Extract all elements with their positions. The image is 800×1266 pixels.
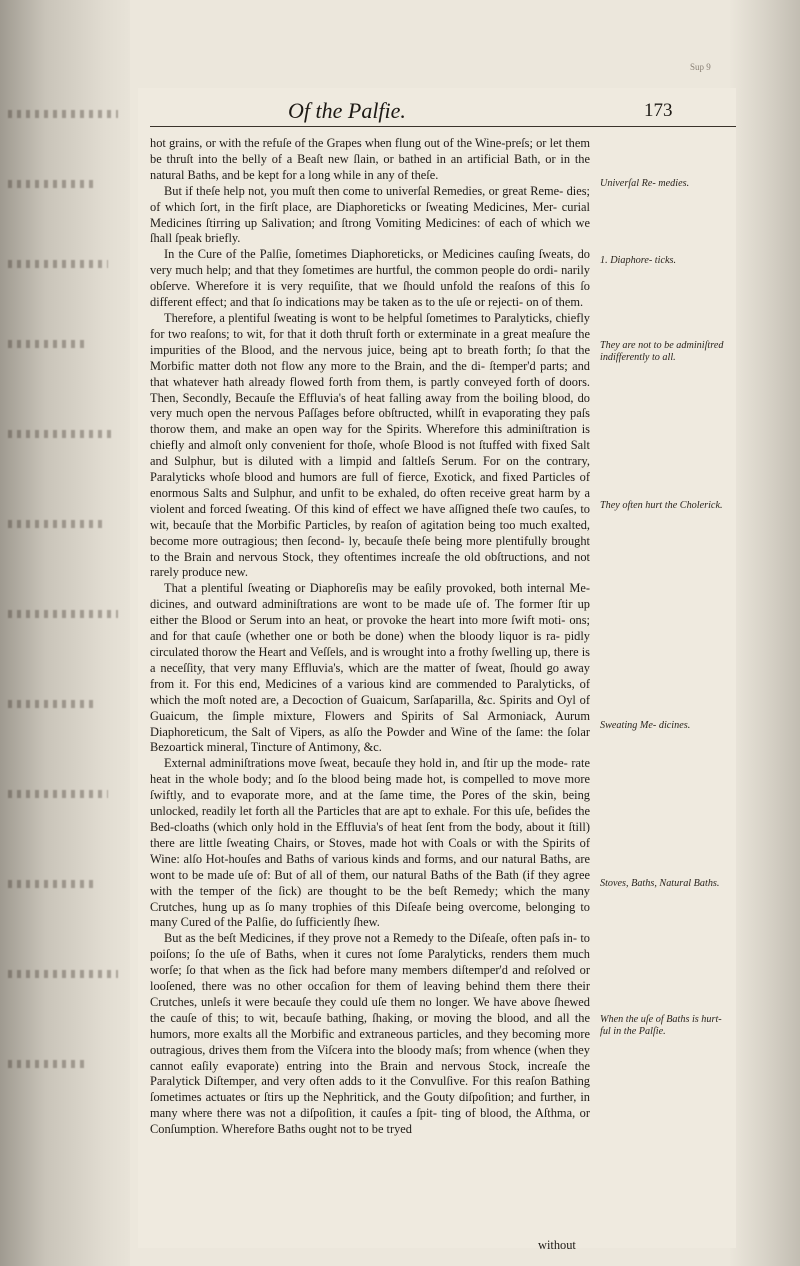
body-text — [150, 136, 590, 1138]
bleed-mark — [8, 790, 108, 798]
bleed-mark — [8, 970, 118, 978]
margin-note: They are not to be adminiſtred indifferently to all. — [600, 340, 724, 364]
margin-note: When the uſe of Baths is hurt- ful in the Palſie. — [600, 1014, 722, 1038]
catchword: without — [538, 1238, 576, 1252]
margin-note: Univerſal Re- medies. — [600, 178, 690, 189]
paragraph: hot grains, or with the refuſe of the Grapes when flung out of the Wine-preſs; or let them be thruſt into the belly of a Beaſt new ſlain, or bathed in an artificial Bath, or in the natural Baths, and be kept for a long while in any of theſe. — [150, 136, 590, 182]
paragraph: But if theſe help not, you muſt then come to univerſal Remedies, or great Reme- dies; of which ſort, in the firſt place, are Diaphoreticks or ſweating Medicines, Mer- curial Medicines ſtirring up Salivation; and ſtrong Vomiting Medicines: of each of which we ſhall ſpeak briefly. — [150, 183, 590, 246]
book-page — [138, 88, 736, 1252]
paragraph: External adminiſtrations move ſweat, becauſe they hold in, and ſtir up the mode- rate heat in the whole body; and ſo the blood being made hot, is compelled to move more ſwiftly, and to evaporate more, and at the ſame time, the Pores of the skin, being unlocked, readily let forth all the Particles that are apt to exhale. For this uſe, beſides the Bed-cloaths (which only hold in the Effluvia's of heat ſent from the body, about it ſtill) there are little ſweating Chairs, or Stoves, made hot with Coals or with the Spirits of Wine: alſo Hot-houſes and Baths of various kinds and forms, and our natural Baths, are wont to be made uſe of: But of all of them, our natural Baths of the Bath (if they agree with the temper of the ſick) are thought to be the beſt Remedy; which the many Crutches, hung up as ſo many trophies of this Diſeaſe being overcome, belonging to many Cured of the Palſie, do ſufficiently ſhew. — [150, 756, 590, 930]
bleed-mark — [8, 110, 118, 118]
page-edge — [730, 0, 800, 1266]
bleed-mark — [8, 610, 118, 618]
page-title: Of the Palfie. — [288, 98, 406, 123]
paragraph: But as the beſt Medicines, if they prove not a Remedy to the Diſeaſe, often paſs in- to poiſons; ſo the uſe of Baths, when it cures not ſome Paralyticks, renders them much worſe; ſo that when as the ſick had before many members diſtemper'd and reſolved or looſened, there was no other occaſion for them of leaving behind them there their Crutches, unleſs it were becauſe they could uſe them no longer. We have above ſhewed the cauſe of this; to wit, becauſe bathing, ſhaking, or moving the blood, and all the humors, more exalts all the Morbific and extraneous particles, and they becoming more outragious, drives them from the Viſcera into the bloody maſs; from whence (when they cannot eaſily evaporate) entring into the Brain and nervous Stock, increaſe the Paralytick Diſtemper, and very often adds to it the Convulſive. For this reaſon Bathing ſometimes actuates or ſtirs up the Nephritick, and the Gouty diſpoſition; and further, in many where there was not a diſpoſition, it cauſes a ſpit- ting of blood, the Aſthma, or Conſumption. Wherefore Baths ought not to be tryed — [150, 931, 590, 1137]
bleed-mark — [8, 880, 98, 888]
margin-note: Sweating Me- dicines. — [600, 720, 691, 731]
page-number: 173 — [644, 100, 673, 121]
paragraph: Therefore, a plentiful ſweating is wont to be helpful ſometimes to Paralyticks, chiefly for two reaſons; to wit, for that it doth thruſt forth or exterminate in a great meaſure the impurities of the Blood, and the nervous juice, being apt to breath forth; ſo that the Morbific matter doth not flow any more to the Brain, and the di- ſtemper'd parts; and that whatever hath already flowed forth from them, is partly conveyed forth of doors. Then, Secondly, Becauſe the Effluvia's of heat falling away from the boiling blood, do very much open the nervous Paſſages before obſtructed, whilſt in evaporating they paſs thorow them, and make an open way for the Spirits. Wherefore this adminiſtration is chiefly and almoſt only convenient for thoſe, whoſe Blood is not ſtuffed with fixed Salt and Sulphur, but is diluted with a limpid and ſaltleſs Serum. For on the contrary, Paralyticks whoſe blood and humors are full of fierce, Exotick, and fixed Particles of enormous Salts and Sulphur, and unfit to be exhaled, do often receive great harm by a violent and forced ſweating. Of this kind of effect we have aſſigned theſe two cauſes, to wit, becauſe that the Morbific Particles, by reaſon of agitation being too much exalted, become more outragious; then ſecond- ly, becauſe theſe being more plentifully brought to the Brain and nervous Stock, they oftentimes increaſe the old obſtructions, and not rarely produce new. — [150, 310, 590, 580]
bleed-mark — [8, 340, 88, 348]
header-rule — [150, 126, 736, 127]
paragraph: In the Cure of the Palſie, ſometimes Diaphoreticks, or Medicines cauſing ſweats, do very much help; and that they ſometimes are hurtful, the common people do ordi- narily obſerve. Wherefore it is very requiſite, that we ſhould unfold the reaſons of this ſo different effect; and that ſo indications may be taken as to the uſe or rejecti- on of them. — [150, 247, 590, 310]
bleed-mark — [8, 260, 108, 268]
margin-note: Stoves, Baths, Natural Baths. — [600, 878, 720, 889]
margin-note: They often hurt the Cholerick. — [600, 500, 723, 511]
paragraph: That a plentiful ſweating or Diaphoreſis may be eaſily provoked, both internal Me- dicines, and outward adminiſtrations are wont to be made uſe of. The former ſtir up either the Blood or Serum into an heat, or provoke the heart into more ſwift moti- ons; and for that cauſe (whether one or both be done) when the bloody liquor is ra- pidly circulated thorow the Heart and Veſſels, and is wrought into a frothy ſwelling up, there is a neceſſity, that very many Effluvia's, which are the matter of ſweat, ſhould go away from it. For this end, Medicines of a various kind are commended to Paralyticks, of which the moſt noted are, a Decoction of Guaicum, Sarſaparilla, &c. Spirits and Oyl of Guaicum, the ſimple mixture, Flowers and Spirits of Sal Armoniack, Aurum Diaphoreticum, the Salt of Vipers, as alſo the Powder and Wine of the ſame: the ſolar Bezoartick mineral, Tincture of Antimony, &c. — [150, 581, 590, 755]
facing-page-bleed — [0, 0, 130, 1266]
bleed-mark — [8, 430, 113, 438]
library-stamp: Sup 9 — [690, 62, 711, 72]
bleed-mark — [8, 180, 98, 188]
margin-note: 1. Diaphore- ticks. — [600, 255, 677, 266]
bleed-mark — [8, 520, 103, 528]
bleed-mark — [8, 700, 93, 708]
bleed-mark — [8, 1060, 88, 1068]
